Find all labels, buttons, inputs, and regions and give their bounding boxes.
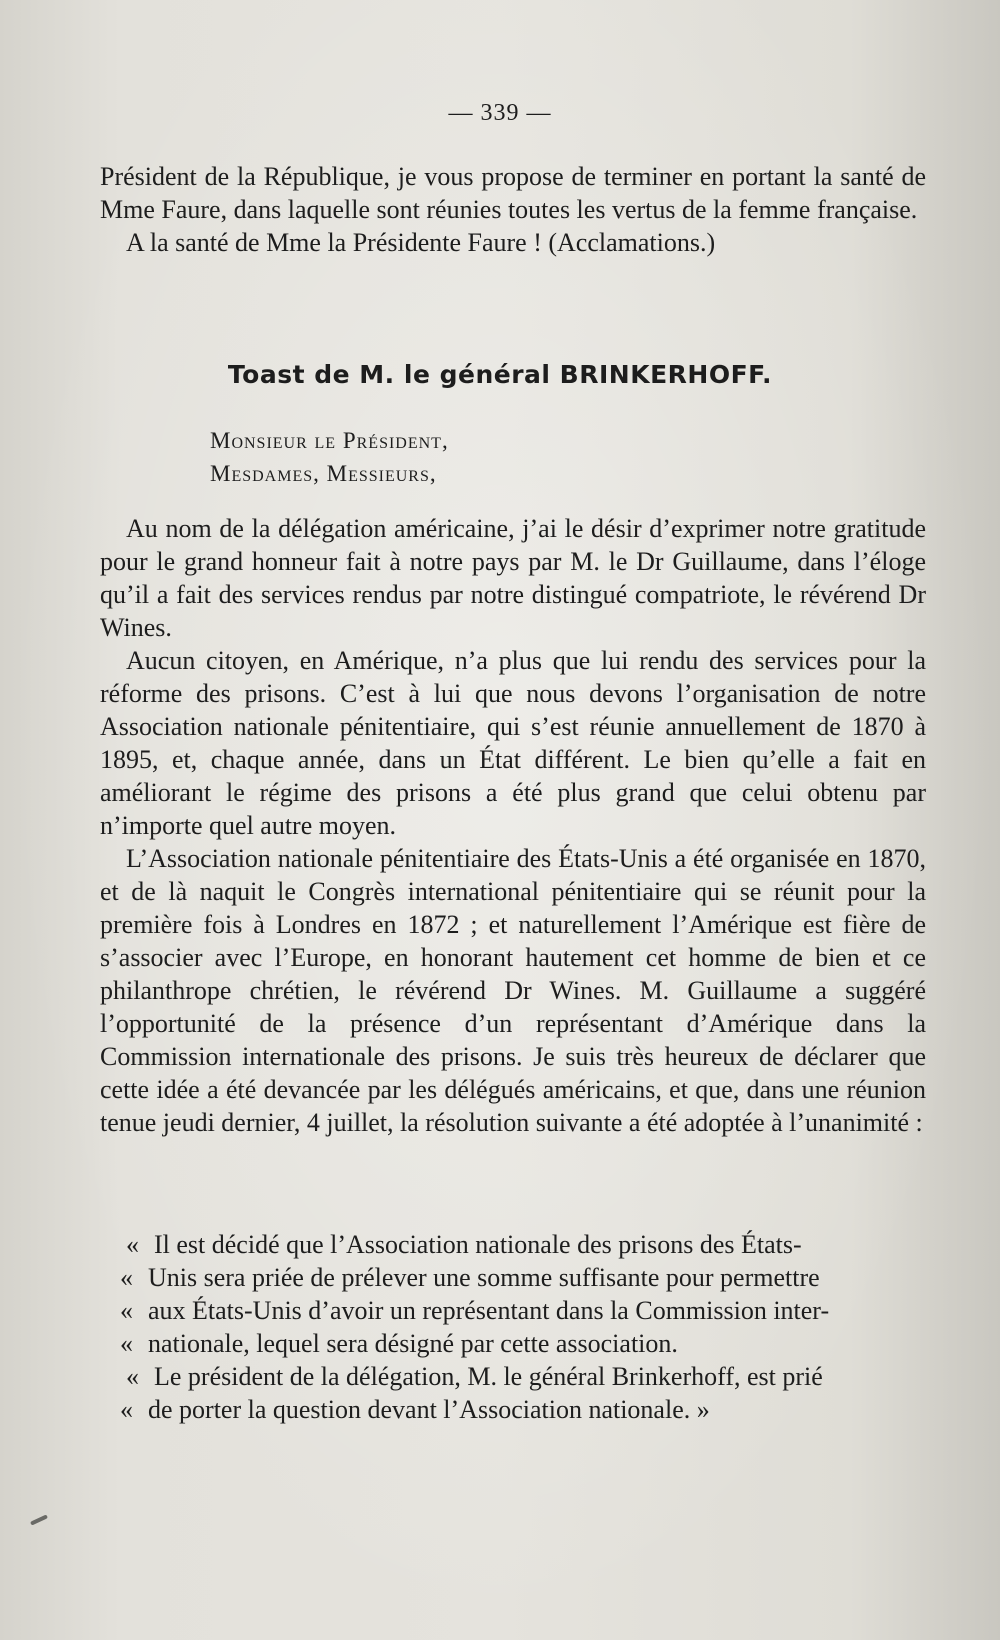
quote-mark: «	[120, 1395, 133, 1424]
resolution-line-text: Le président de la délégation, M. le général Brinkerhoff, est prié	[154, 1362, 823, 1391]
quote-mark: «	[126, 1362, 139, 1391]
resolution-line	[120, 1327, 926, 1360]
resolution-line	[120, 1228, 926, 1261]
quote-mark: «	[120, 1263, 133, 1292]
intro-paragraph: Président de la République, je vous propose de terminer en portant la santé de Mme Faure, dans laquelle sont réunies toutes les vertus de la femme française.	[100, 162, 926, 224]
intro-block	[100, 160, 926, 259]
body-paragraph-1: Au nom de la délégation américaine, j’ai le désir d’exprimer notre gratitude pour le grand honneur fait à notre pays par M. le Dr Guillaume, dans l’éloge qu’il a fait des services rendus par notre distingué compatriote, le révérend Dr Wines.	[100, 514, 926, 642]
resolution-line-text: aux États-Unis d’avoir un représentant dans la Commission inter-	[148, 1296, 830, 1325]
resolution-line	[120, 1261, 926, 1294]
quote-mark: «	[120, 1296, 133, 1325]
resolution-line-text: nationale, lequel sera désigné par cette association.	[148, 1329, 678, 1358]
resolution-line	[120, 1360, 926, 1393]
resolution-line	[120, 1294, 926, 1327]
body-paragraph-2: Aucun citoyen, en Amérique, n’a plus que lui rendu des services pour la réforme des prisons. C’est à lui que nous devons l’organisation de notre Association nationale pénitentiaire, qui s’est réunie annuellement de 1870 à 1895, et, chaque année, dans un État différent. Le bien qu’elle a fait en améliorant le régime des prisons a été plus grand que celui obtenu par n’importe quel autre moyen.	[100, 646, 926, 840]
ink-mark	[30, 1514, 48, 1525]
resolution-quote	[120, 1228, 926, 1426]
resolution-line	[120, 1393, 926, 1426]
resolution-line-text: de porter la question devant l’Association nationale. »	[148, 1395, 710, 1424]
body-block	[100, 512, 926, 1139]
section-heading: Toast de M. le général BRINKERHOFF.	[227, 360, 773, 389]
intro-toast-line: A la santé de Mme la Présidente Faure ! (Acclamations.)	[126, 228, 716, 257]
salutation-line-1: Monsieur le Président,	[210, 428, 449, 453]
resolution-line-text: Il est décidé que l’Association nationale des prisons des États-	[154, 1230, 802, 1259]
quote-mark: «	[120, 1329, 133, 1358]
salutation-line-2: Mesdames, Messieurs,	[210, 461, 437, 486]
quote-mark: «	[126, 1230, 139, 1259]
body-paragraph-3: L’Association nationale pénitentiaire des États-Unis a été organisée en 1870, et de là naquit le Congrès international pénitentiaire qui se réunit pour la première fois à Londres en 1872 ; et naturellement l’Amérique est fière de s’associer avec l’Europe, en honorant hautement cet homme de bien et ce philanthrope chrétien, le révérend Dr Wines. M. Guillaume a suggéré l’opportunité de la présence d’un représentant d’Amérique dans la Commission internationale des prisons. Je suis très heureux de déclarer que cette idée a été devancée par les délégués américains, et que, dans une réunion tenue jeudi dernier, 4 juillet, la résolution suivante a été adoptée à l’unanimité :	[100, 844, 926, 1137]
page-number: — 339 —	[448, 100, 552, 126]
resolution-line-text: Unis sera priée de prélever une somme suffisante pour permettre	[148, 1263, 820, 1292]
